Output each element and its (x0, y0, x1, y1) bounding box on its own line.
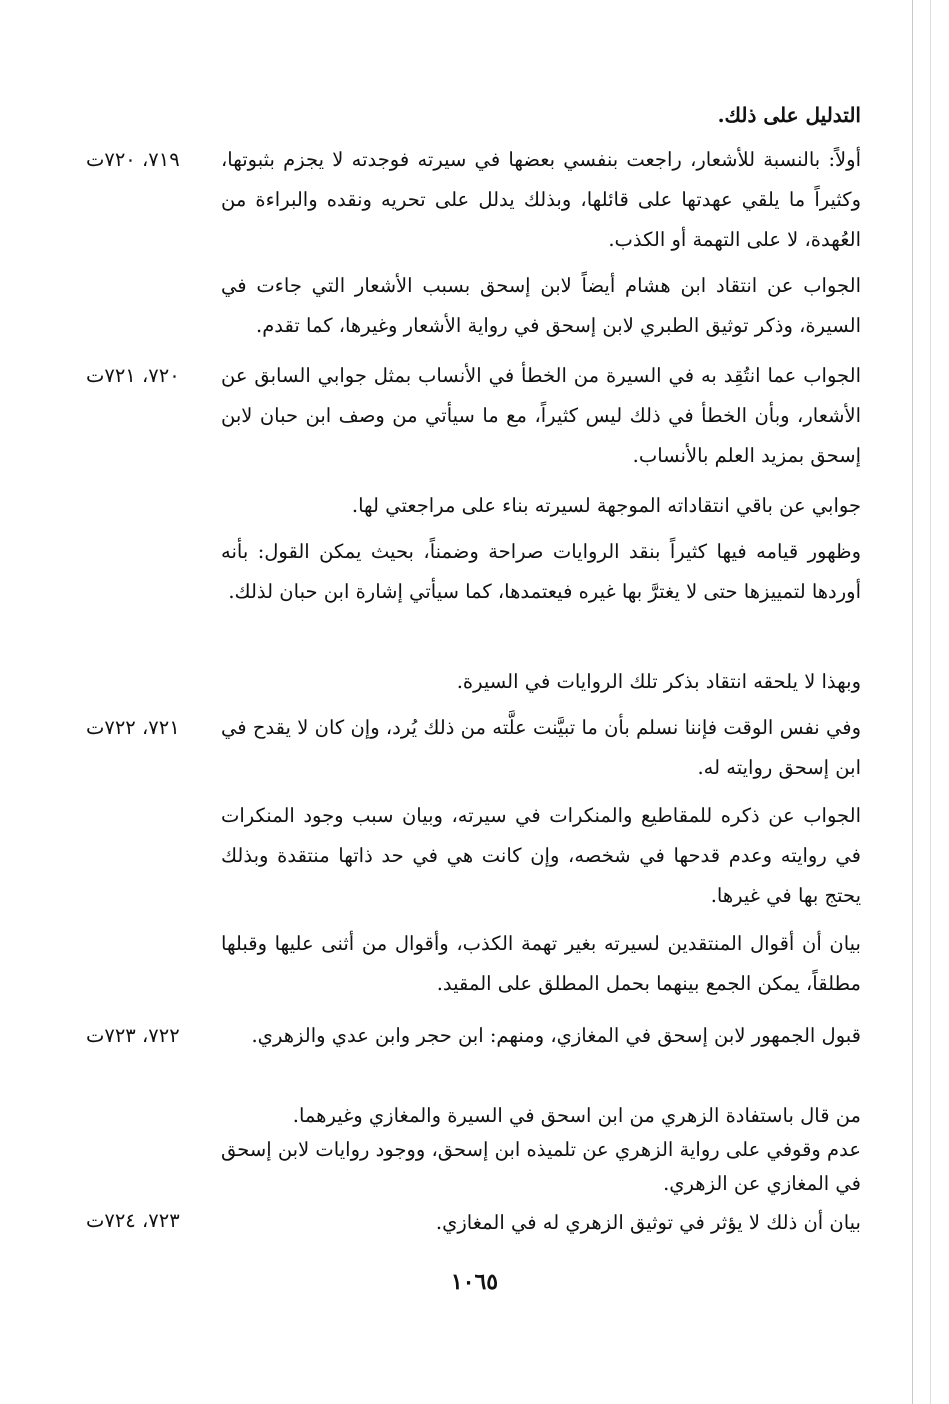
entry-page-ref: ٧١٩، ٧٢٠ت (86, 148, 180, 171)
page-number: ١٠٦٥ (450, 1269, 499, 1295)
entry-text: الجواب عما انتُقِد به في السيرة من الخطأ في الأنساب بمثل جوابي السابق عن الأشعار، وبأن الخطأ في ذلك ليس كثيراً، مع ما سيأتي من وصف ابن حبان لابن إسحق بمزيد العلم بالأنساب. (221, 364, 861, 467)
entry-text: من قال باستفادة الزهري من ابن اسحق في السيرة والمغازي وغيرهما. (292, 1104, 861, 1127)
entry-page-ref: ٧٢٢، ٧٢٣ت (86, 1024, 180, 1047)
entry-text: أولاً: بالنسبة للأشعار، راجعت بنفسي بعضها في سيرته فوجدته لا يجزم بثبوتها، وكثيراً ما يلقي عهدتها على قائلها، وبذلك يدلل على تحريه ونقده والبراءة من العُهدة، لا على التهمة أو الكذب. (221, 148, 861, 251)
entry-text: وظهور قيامه فيها كثيراً بنقد الروايات صراحة وضمناً، بحيث يمكن القول: بأنه أوردها لتمييزها حتى لا يغترَّ بها غيره فيعتمدها، كما سيأتي إشارة ابن حبان لذلك. (221, 540, 861, 603)
entry-text: قبول الجمهور لابن إسحق في المغازي، ومنهم: ابن حجر وابن عدي والزهري. (251, 1024, 861, 1047)
section-heading: التدليل على ذلك. (717, 103, 861, 127)
entry-page-ref: ٧٢٠، ٧٢١ت (86, 364, 180, 387)
entry-text: عدم وقوفي على رواية الزهري عن تلميذه ابن إسحق، ووجود روايات لابن إسحق في المغازي عن الزهري. (221, 1138, 861, 1195)
entry-text: الجواب عن انتقاد ابن هشام أيضاً لابن إسحق بسبب الأشعار التي جاءت في السيرة، وذكر توثيق الطبري لابن إسحق في رواية الأشعار وغيرها، كما تقدم. (221, 274, 861, 337)
entry-text: بيان أن أقوال المنتقدين لسيرته بغير تهمة الكذب، وأقوال من أثنى عليها وقبلها مطلقاً، يمكن الجمع بينهما بحمل المطلق على المقيد. (221, 932, 861, 995)
entry-text: الجواب عن ذكره للمقاطيع والمنكرات في سيرته، وبيان سبب وجود المنكرات في روايته وعدم قدحها في شخصه، وإن كانت هي في حد ذاتها منتقدة وبذلك يحتج بها في غيرها. (221, 804, 861, 907)
entry-page-ref: ٧٢١، ٧٢٢ت (86, 716, 180, 739)
entry-page-ref: ٧٢٣، ٧٢٤ت (86, 1209, 180, 1232)
entry-text: جوابي عن باقي انتقاداته الموجهة لسيرته بناء على مراجعتي لها. (351, 494, 861, 517)
entry-text: وفي نفس الوقت فإننا نسلم بأن ما تبيَّنت علَّته من ذلك يُرد، وإن كان لا يقدح في ابن إسحق روايته له. (221, 716, 861, 779)
entry-text: وبهذا لا يلحقه انتقاد بذكر تلك الروايات في السيرة. (456, 670, 861, 693)
entry-text: بيان أن ذلك لا يؤثر في توثيق الزهري له في المغازي. (435, 1211, 861, 1234)
